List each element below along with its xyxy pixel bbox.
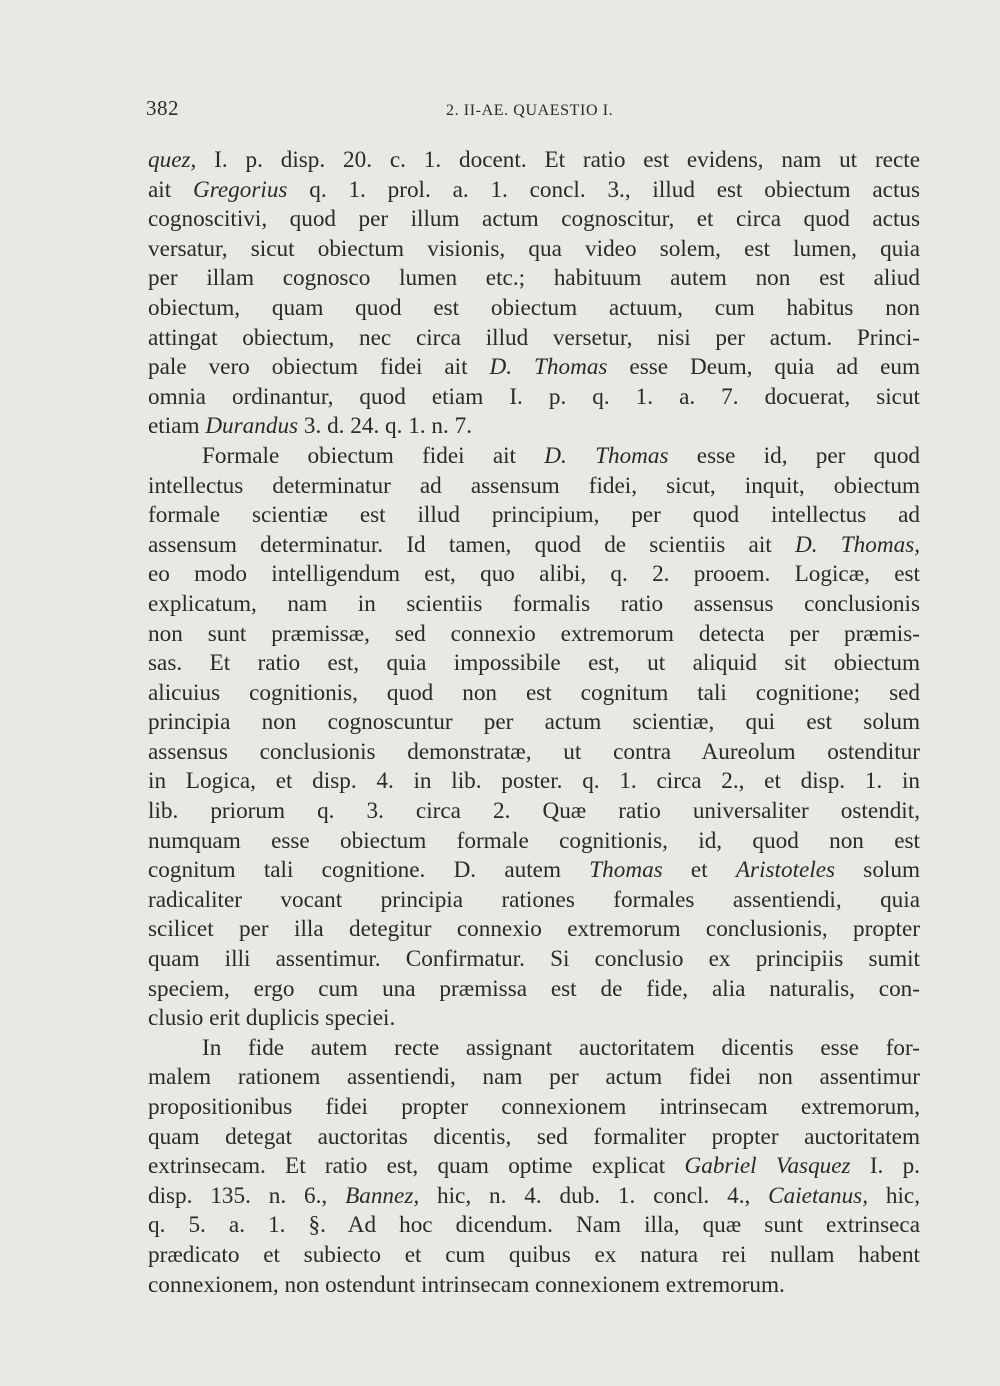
- text-line: [148, 1063, 920, 1093]
- body-text: [148, 146, 920, 1300]
- text-segment: alicuius cognitionis, quod non est cognitum tali cognitione; sed: [148, 679, 920, 706]
- text-line: [148, 442, 920, 472]
- text-segment: hic,: [868, 1182, 920, 1209]
- italic-name: Gabriel Vasquez: [684, 1153, 851, 1180]
- page-header: [146, 96, 918, 130]
- text-segment: hic, n. 4. dub. 1. concl. 4.,: [419, 1182, 769, 1209]
- text-segment: per illam cognosco lumen etc.; habituum autem non est aliud: [148, 265, 920, 292]
- text-line: [148, 264, 920, 294]
- text-segment: malem rationem assentiendi, nam per actum fidei non assentimur: [148, 1064, 920, 1091]
- text-line: [148, 235, 920, 265]
- text-segment: in Logica, et disp. 4. in lib. poster. q. 1. circa 2., et disp. 1. in: [148, 768, 920, 795]
- text-line: [148, 856, 920, 886]
- italic-name: Bannez,: [345, 1182, 420, 1209]
- text-line: [148, 205, 920, 235]
- paragraph: [148, 146, 920, 442]
- text-segment: Formale obiectum fidei ait: [202, 442, 545, 469]
- running-head: 2. II-AE. QUAESTIO I.: [446, 102, 614, 119]
- text-segment: In fide autem recte assignant auctoritatem dicentis esse for-: [202, 1034, 920, 1061]
- text-line: [148, 176, 920, 206]
- text-segment: etiam: [148, 413, 206, 440]
- text-line: [148, 412, 920, 442]
- text-line: [148, 915, 920, 945]
- text-line: [148, 590, 920, 620]
- text-segment: lib. priorum q. 3. circa 2. Quæ ratio universaliter ostendit,: [148, 798, 920, 825]
- text-segment: omnia ordinantur, quod etiam I. p. q. 1. a. 7. docuerat, sicut: [148, 383, 920, 410]
- text-segment: esse Deum, quia ad eum: [607, 354, 920, 381]
- text-line: [148, 1152, 920, 1182]
- italic-name: Thomas,: [840, 531, 921, 558]
- italic-name: Aristoteles: [735, 857, 836, 884]
- text-segment: ait: [148, 176, 193, 203]
- text-segment: prædicato et subiecto et cum quibus ex natura rei nullam habent: [148, 1241, 920, 1268]
- text-segment: principia non cognoscuntur per actum scientiæ, qui est solum: [148, 709, 920, 736]
- text-line: [148, 1241, 920, 1271]
- text-segment: eo modo intelligendum est, quo alibi, q. 2. prooem. Logicæ, est: [148, 561, 920, 588]
- text-segment: pale vero obiectum fidei ait: [148, 354, 490, 381]
- text-line: [148, 827, 920, 857]
- text-line: [148, 324, 920, 354]
- italic-name: D.: [489, 354, 513, 381]
- text-segment: obiectum, quam quod est obiectum actuum, cum habitus non: [148, 294, 920, 321]
- text-segment: esse id, per quod: [668, 442, 921, 469]
- text-line: [148, 1004, 920, 1034]
- text-segment: versatur, sicut obiectum visionis, qua video solem, est lumen, quia: [148, 235, 920, 262]
- text-line: [148, 620, 920, 650]
- text-line: [148, 294, 920, 324]
- text-line: [148, 708, 920, 738]
- italic-name: Thomas: [534, 354, 608, 381]
- text-line: [148, 649, 920, 679]
- text-segment: scilicet per illa detegitur connexio extremorum conclusionis, propter: [148, 916, 920, 943]
- text-segment: numquam esse obiectum formale cognitionis, id, quod non est: [148, 827, 920, 854]
- text-segment: 3. d. 24. q. 1. n. 7.: [298, 413, 472, 440]
- italic-name: Thomas: [595, 442, 669, 469]
- text-line: [148, 1271, 920, 1301]
- text-segment: quam illi assentimur. Confirmatur. Si conclusio ex principiis sumit: [148, 946, 920, 973]
- text-line: [148, 945, 920, 975]
- text-line: [148, 679, 920, 709]
- text-segment: q. 1. prol. a. 1. concl. 3., illud est obiectum actus: [287, 176, 920, 203]
- text-segment: disp. 135. n. 6.,: [148, 1182, 346, 1209]
- paragraph: [148, 1034, 920, 1300]
- text-segment: explicatum, nam in scientiis formalis ratio assensus conclusionis: [148, 590, 920, 617]
- text-segment: propositionibus fidei propter connexionem intrinsecam extremorum,: [148, 1094, 920, 1120]
- text-segment: intellectus determinatur ad assensum fidei, sicut, inquit, obiectum: [148, 472, 920, 499]
- text-line: [148, 886, 920, 916]
- text-segment: cognitum tali cognitione. D. autem: [148, 857, 590, 884]
- text-segment: sas. Et ratio est, quia impossibile est, ut aliquid sit obiectum: [148, 650, 920, 677]
- text-segment: attingat obiectum, nec circa illud versetur, nisi per actum. Princi-: [148, 324, 920, 351]
- italic-name: Gregorius: [192, 176, 288, 203]
- italic-name: Thomas: [589, 857, 663, 884]
- text-segment: et: [662, 857, 736, 884]
- text-line: [148, 383, 920, 413]
- text-line: [148, 767, 920, 797]
- text-segment: non sunt præmissæ, sed connexio extremorum detecta per præmis-: [148, 620, 920, 647]
- text-line: [148, 146, 920, 176]
- text-segment: clusio erit duplicis speciei.: [148, 1005, 396, 1032]
- text-line: [148, 1182, 920, 1212]
- text-line: [148, 1093, 920, 1123]
- italic-name: Caietanus,: [768, 1182, 868, 1209]
- text-segment: speciem, ergo cum una præmissa est de fide, alia naturalis, con-: [148, 975, 920, 1002]
- text-line: [148, 353, 920, 383]
- page-number: 382: [146, 96, 179, 120]
- text-segment: cognoscitivi, quod per illum actum cognoscitur, et circa quod actus: [148, 206, 920, 233]
- text-line: [148, 560, 920, 590]
- text-segment: I. p. disp. 20. c. 1. docent. Et ratio est evidens, nam ut recte: [196, 147, 920, 173]
- text-line: [148, 1034, 920, 1064]
- text-line: [148, 501, 920, 531]
- text-segment: formale scientiæ est illud principium, per quod intellectus ad: [148, 502, 920, 529]
- text-segment: assensus conclusionis demonstratæ, ut contra Aureolum ostenditur: [148, 738, 920, 765]
- italic-name: quez,: [148, 147, 197, 173]
- text-segment: [567, 443, 595, 469]
- text-line: [148, 531, 920, 561]
- text-line: [148, 1123, 920, 1153]
- paragraph: [148, 442, 920, 1034]
- text-segment: quam detegat auctoritas dicentis, sed formaliter propter auctoritatem: [148, 1123, 920, 1150]
- text-segment: extrinsecam. Et ratio est, quam optime explicat: [148, 1153, 685, 1180]
- text-line: [148, 975, 920, 1005]
- text-segment: radicaliter vocant principia rationes formales assentiendi, quia: [148, 886, 920, 913]
- italic-name: D.: [544, 442, 567, 469]
- text-segment: q. 5. a. 1. §. Ad hoc dicendum. Nam illa, quæ sunt extrinseca: [148, 1212, 920, 1239]
- text-segment: [512, 354, 534, 380]
- text-line: [148, 738, 920, 768]
- italic-name: Durandus: [205, 413, 299, 440]
- text-segment: connexionem, non ostendunt intrinsecam connexionem extremorum.: [148, 1271, 785, 1298]
- text-line: [148, 797, 920, 827]
- text-line: [148, 1211, 920, 1241]
- text-segment: assensum determinatur. Id tamen, quod de scientiis ait: [148, 531, 795, 558]
- italic-name: D.: [794, 531, 818, 558]
- text-line: [148, 472, 920, 502]
- text-segment: solum: [835, 857, 920, 884]
- text-segment: I. p.: [850, 1153, 920, 1180]
- text-segment: [818, 532, 841, 558]
